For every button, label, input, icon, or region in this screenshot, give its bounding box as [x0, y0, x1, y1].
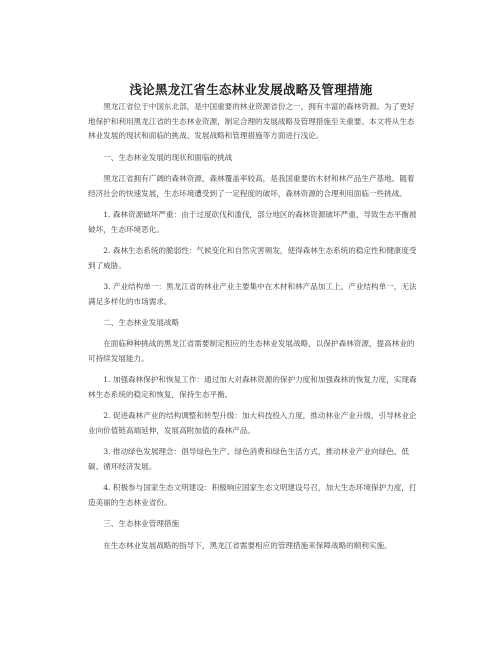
list-item: 4. 积极参与国家生态文明建设：积极响应国家生态文明建设号召，加大生态环境保护力度，打造美丽的生态林业省份。 — [88, 483, 417, 507]
list-item: 3. 产业结构单一：黑龙江省的林业产业主要集中在木材和林产品加工上，产业结构单一，无法满足多样化的市场需求。 — [88, 281, 417, 306]
document-title: 浅论黑龙江省生态林业发展战略及管理措施 — [129, 82, 373, 97]
list-item: 1. 加强森林保护和恢复工作：通过加大对森林资源的保护力度和加强森林的恢复力度，实现森林生态系统的稳定和恢复，保持生态平衡。 — [88, 375, 417, 399]
body-paragraph: 在生态林业发展战略的指导下，黑龙江省需要相应的管理措施来保障战略的顺利实施。 — [103, 540, 392, 550]
list-item: 2. 森林生态系统的脆弱性：气候变化和自然灾害频发，使得森林生态系统的稳定性和健康度受到了威胁。 — [88, 245, 417, 270]
list-item: 2. 促进森林产业的结构调整和转型升级：加大科技投入力度，推动林业产业升级，引导林业企业向价值链高端延伸，发展高附加值的森林产品。 — [88, 411, 417, 435]
list-item: 1. 森林资源破坏严重：由于过度砍伐和滥伐，部分地区的森林资源破坏严重，导致生态平衡被破坏，生态环境恶化。 — [88, 209, 417, 234]
list-item: 3. 推动绿色发展理念：倡导绿色生产、绿色消费和绿色生活方式，推动林业产业向绿色、低碳、循环经济发展。 — [88, 447, 409, 471]
body-paragraph: 在面临种种挑战的黑龙江省需要制定相应的生态林业发展战略，以保护森林资源，提高林业的可持续发展能力。 — [88, 339, 415, 363]
section-heading-2: 二、生态林业发展战略 — [103, 317, 180, 327]
body-paragraph: 黑龙江省拥有广阔的森林资源，森林覆盖率较高，是我国重要的木材和林产品生产基地。随着经济社会的快速发展，生态环境遭受到了一定程度的破坏，森林资源的合理利用面临一些挑战。 — [88, 173, 415, 198]
intro-paragraph: 黑龙江省位于中国东北部，是中国重要的林业资源省份之一，拥有丰富的森林资源。为了更好地保护和利用黑龙江省的生态林业资源，制定合理的发展战略及管理措施至关重要。本文将从生态林业发展的现状和面临的挑战、发展战略和管理措施等方面进行浅论。 — [88, 102, 415, 141]
section-heading-1: 一、生态林业发展的现状和面临的挑战 — [103, 152, 233, 162]
section-heading-3: 三、生态林业管理措施 — [103, 519, 180, 529]
document-body — [88, 100, 422, 560]
